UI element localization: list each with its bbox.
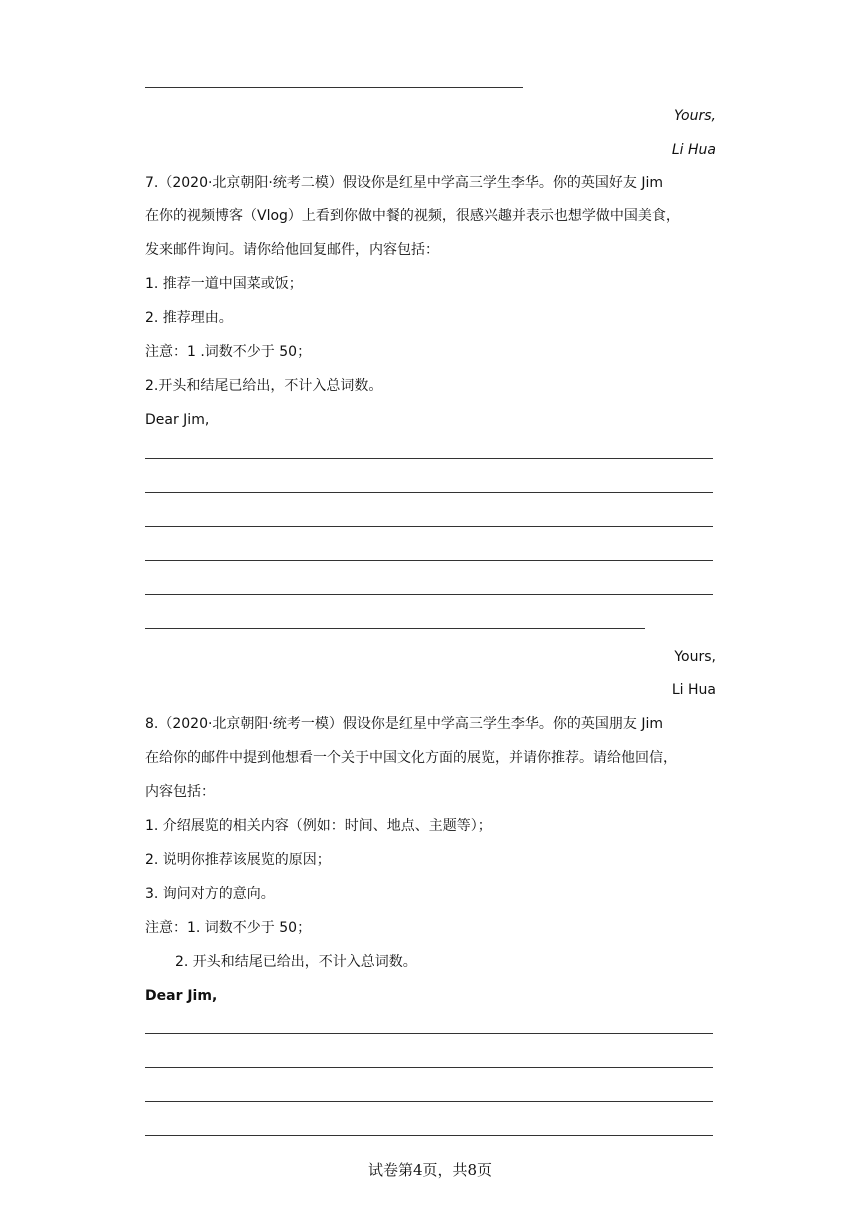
q7-note-1: 注意：1 .词数不少于 50； (145, 344, 312, 360)
answer-line (145, 87, 523, 88)
q8-intro-line-2: 在给你的邮件中提到他想看一个关于中国文化方面的展览，并请你推荐。请给他回信， (145, 750, 677, 766)
closing-text: Yours, (674, 108, 716, 124)
answer-line (145, 458, 713, 459)
answer-line (145, 1033, 713, 1034)
q8-greeting: Dear Jim, (145, 988, 218, 1004)
q8-point-3: 3. 询问对方的意向。 (145, 886, 275, 902)
answer-line (145, 492, 713, 493)
q8-point-2: 2. 说明你推荐该展览的原因； (145, 852, 331, 868)
q7-intro-line-1: 7.（2020·北京朝阳·统考二模）假设你是红星中学高三学生李华。你的英国好友 Jim (145, 175, 663, 191)
q8-note-2: 2. 开头和结尾已给出，不计入总词数。 (175, 954, 417, 970)
answer-line (145, 1101, 713, 1102)
answer-line (145, 1067, 713, 1068)
answer-line (145, 1135, 713, 1136)
q7-signature: Li Hua (671, 682, 716, 698)
q7-intro-line-2: 在你的视频博客（Vlog）上看到你做中餐的视频，很感兴趣并表示也想学做中国美食， (145, 208, 680, 224)
answer-line (145, 594, 713, 595)
q8-intro-line-1: 8.（2020·北京朝阳·统考一模）假设你是红星中学高三学生李华。你的英国朋友 Jim (145, 716, 663, 732)
q8-point-1: 1. 介绍展览的相关内容（例如：时间、地点、主题等）； (145, 818, 492, 834)
answer-line (145, 560, 713, 561)
page-number: 试卷第4页，共8页 (367, 1161, 493, 1179)
q7-point-1: 1. 推荐一道中国菜或饭； (145, 276, 303, 292)
answer-line (145, 526, 713, 527)
q7-point-2: 2. 推荐理由。 (145, 310, 233, 326)
q7-note-2: 2.开头和结尾已给出，不计入总词数。 (145, 378, 383, 394)
q7-closing: Yours, (674, 649, 716, 665)
answer-line (145, 628, 645, 629)
q8-note-1: 注意：1. 词数不少于 50； (145, 920, 312, 936)
signature-text: Li Hua (671, 142, 716, 158)
q7-greeting: Dear Jim, (145, 412, 210, 428)
q8-intro-line-3: 内容包括： (145, 784, 215, 800)
q7-intro-line-3: 发来邮件询问。请你给他回复邮件，内容包括： (145, 242, 439, 258)
